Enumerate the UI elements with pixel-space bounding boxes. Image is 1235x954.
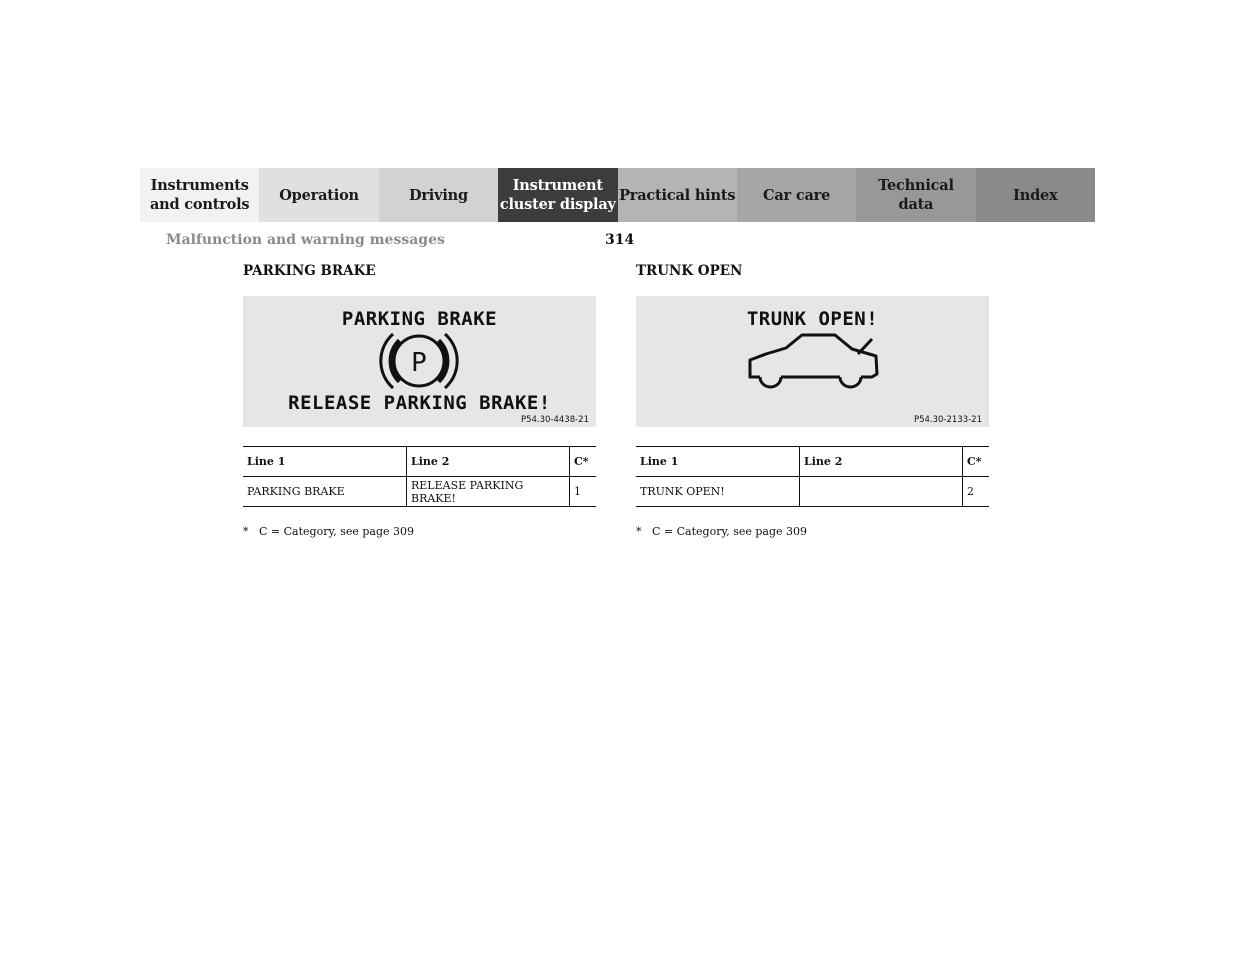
cell-line1: PARKING BRAKE <box>243 477 407 507</box>
figure-id: P54.30-2133-21 <box>913 415 982 425</box>
col-header-category: C* <box>570 447 597 477</box>
footnote <box>243 525 596 538</box>
table-header-row <box>243 447 596 477</box>
table-header-row <box>636 447 989 477</box>
display-line-1: PARKING BRAKE <box>341 308 498 330</box>
car-trunk-open-icon <box>636 296 989 427</box>
tab-instruments-and-controls[interactable]: Instruments and controls <box>140 168 259 222</box>
tab-operation[interactable]: Operation <box>259 168 378 222</box>
col-header-category: C* <box>963 447 990 477</box>
tab-practical-hints[interactable]: Practical hints <box>618 168 737 222</box>
footnote <box>636 525 989 538</box>
tab-technical-data[interactable]: Technical data <box>856 168 975 222</box>
tab-instrument-cluster-display[interactable]: Instrument cluster display <box>498 168 617 222</box>
tab-index[interactable]: Index <box>976 168 1095 222</box>
page-number: 314 <box>605 232 635 248</box>
tab-driving[interactable]: Driving <box>379 168 498 222</box>
footnote-text: C = Category, see page 309 <box>652 525 808 538</box>
col-header-line2: Line 2 <box>800 447 963 477</box>
parking-brake-message-table <box>243 446 596 507</box>
table-row <box>243 477 596 507</box>
parking-brake-section <box>243 263 596 538</box>
cell-category: 2 <box>963 477 990 507</box>
display-line-2: RELEASE PARKING BRAKE! <box>288 392 551 414</box>
svg-text:P: P <box>411 348 427 378</box>
col-header-line2: Line 2 <box>407 447 570 477</box>
figure-id: P54.30-4438-21 <box>520 415 589 425</box>
tab-car-care[interactable]: Car care <box>737 168 856 222</box>
parking-brake-display <box>243 296 596 427</box>
table-row <box>636 477 989 507</box>
footnote-star: * <box>636 525 642 538</box>
col-header-line1: Line 1 <box>243 447 407 477</box>
footnote-text: C = Category, see page 309 <box>259 525 415 538</box>
trunk-open-message-table <box>636 446 989 507</box>
parking-brake-heading: PARKING BRAKE <box>243 263 376 279</box>
section-title: Malfunction and warning messages <box>166 232 445 248</box>
display-line-1: TRUNK OPEN! <box>746 308 879 330</box>
chapter-tab-bar <box>140 168 1095 222</box>
trunk-open-heading: TRUNK OPEN <box>636 263 743 279</box>
footnote-star: * <box>243 525 249 538</box>
cell-line2 <box>800 477 963 507</box>
col-header-line1: Line 1 <box>636 447 800 477</box>
cell-line2: RELEASE PARKING BRAKE! <box>407 477 570 507</box>
trunk-open-section <box>636 263 989 538</box>
trunk-open-display <box>636 296 989 427</box>
cell-category: 1 <box>570 477 597 507</box>
cell-line1: TRUNK OPEN! <box>636 477 800 507</box>
